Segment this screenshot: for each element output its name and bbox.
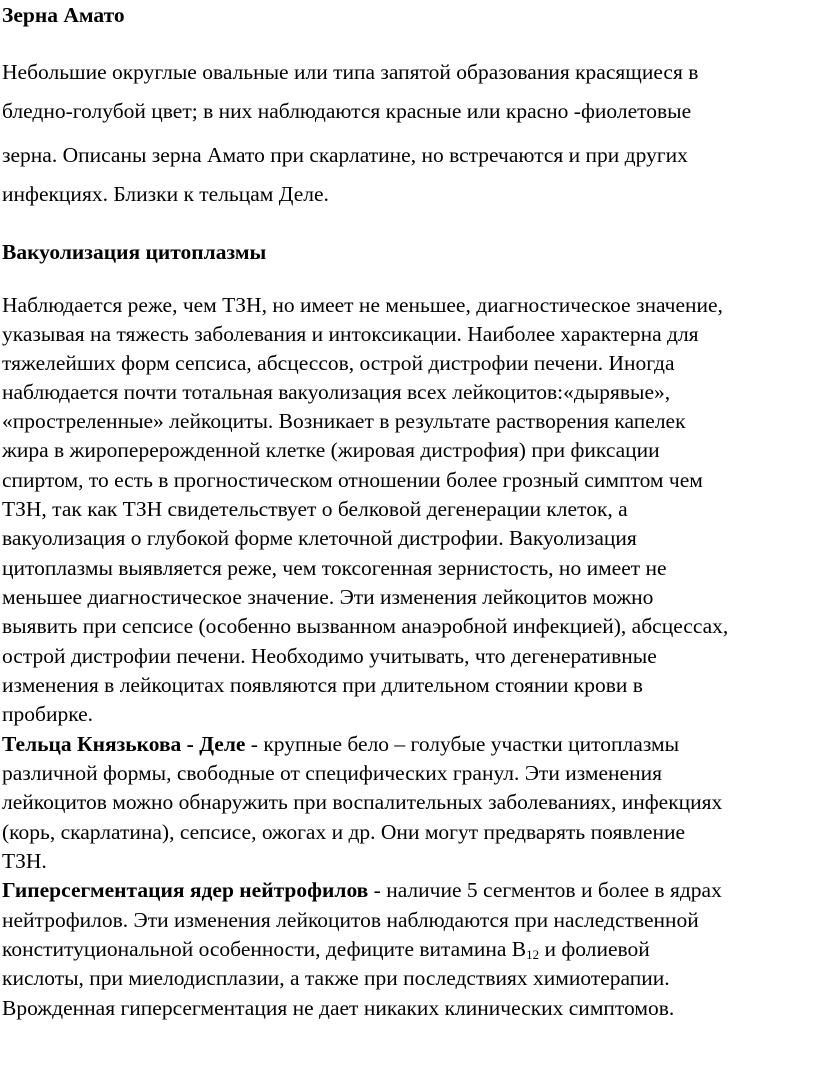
paragraph-line: меньшее диагностическое значение. Эти изменения лейкоцитов можно xyxy=(2,585,654,609)
paragraph-line: острой дистрофии печени. Необходимо учитывать, что дегенеративные xyxy=(2,644,657,668)
paragraph-line: тяжелейших форм сепсиса, абсцессов, острой дистрофии печени. Иногда xyxy=(2,351,675,375)
paragraph-line: зерна. Описаны зерна Амато при скарлатине, но встречаются и при других xyxy=(2,143,688,167)
paragraph-line xyxy=(2,732,679,757)
paragraph-line xyxy=(2,937,650,962)
heading-amato-granules: Зерна Амато xyxy=(2,3,125,27)
paragraph-line: различной формы, свободные от специфических гранул. Эти изменения xyxy=(2,761,663,785)
paragraph-line: вакуолизация о глубокой форме клеточной дистрофии. Вакуолизация xyxy=(2,526,637,550)
heading-neutrophil-hypersegmentation: Гиперсегментация ядер нейтрофилов xyxy=(2,878,369,902)
paragraph-line: наблюдается почти тотальная вакуолизация всех лейкоцитов:«дырявые», xyxy=(2,380,671,404)
paragraph-line: нейтрофилов. Эти изменения лейкоцитов наблюдаются при наследственной xyxy=(2,908,699,932)
paragraph-line: инфекциях. Близки к тельцам Деле. xyxy=(2,182,329,206)
subscript: 12 xyxy=(526,947,540,962)
paragraph-line: кислоты, при миелодисплазии, а также при последствиях химиотерапии. xyxy=(2,966,670,990)
paragraph-line: цитоплазмы выявляется реже, чем токсогенная зернистость, но имеет не xyxy=(2,556,667,580)
paragraph-line: (корь, скарлатина), сепсисе, ожогах и др. Они могут предварять появление xyxy=(2,820,686,844)
heading-kniazkov-dohle-bodies: Тельца Князькова - Деле xyxy=(2,732,246,756)
paragraph-line: спиртом, то есть в прогностическом отношении более грозный симптом чем xyxy=(2,468,703,492)
paragraph-line: изменения в лейкоцитах появляются при длительном стоянии крови в xyxy=(2,673,643,697)
inline-text: и фолиевой xyxy=(539,937,650,961)
paragraph-line: выявить при сепсисе (особенно вызванном анаэробной инфекцией), абсцессах, xyxy=(2,614,729,638)
paragraph-line: пробирке. xyxy=(2,702,94,726)
heading-cytoplasm-vacuolization: Вакуолизация цитоплазмы xyxy=(2,240,267,264)
paragraph-line: Врожденная гиперсегментация не дает никаких клинических симптомов. xyxy=(2,996,675,1020)
paragraph-line: указывая на тяжесть заболевания и интоксикации. Наиболее характерна для xyxy=(2,322,699,346)
paragraph-line: Небольшие округлые овальные или типа запятой образования красящиеся в xyxy=(2,60,699,84)
paragraph-line: «простреленные» лейкоциты. Возникает в результате растворения капелек xyxy=(2,409,686,433)
inline-text: конституциональной особенности, дефиците витамина B xyxy=(2,937,527,961)
paragraph-line: ТЗН, так как ТЗН свидетельствует о белковой дегенерации клеток, а xyxy=(2,497,628,521)
inline-text: - наличие 5 сегментов и более в ядрах xyxy=(368,878,722,902)
paragraph-line: бледно-голубой цвет; в них наблюдаются красные или красно -фиолетовые xyxy=(2,99,692,123)
paragraph-line xyxy=(2,878,722,903)
paragraph-line: жира в жироперерожденной клетке (жировая дистрофия) при фиксации xyxy=(2,438,660,462)
paragraph-line: Наблюдается реже, чем ТЗН, но имеет не меньшее, диагностическое значение, xyxy=(2,293,723,317)
paragraph-line: ТЗН. xyxy=(2,849,47,873)
paragraph-line: лейкоцитов можно обнаружить при воспалительных заболеваниях, инфекциях xyxy=(2,790,723,814)
inline-text: - крупные бело – голубые участки цитоплазмы xyxy=(245,732,680,756)
